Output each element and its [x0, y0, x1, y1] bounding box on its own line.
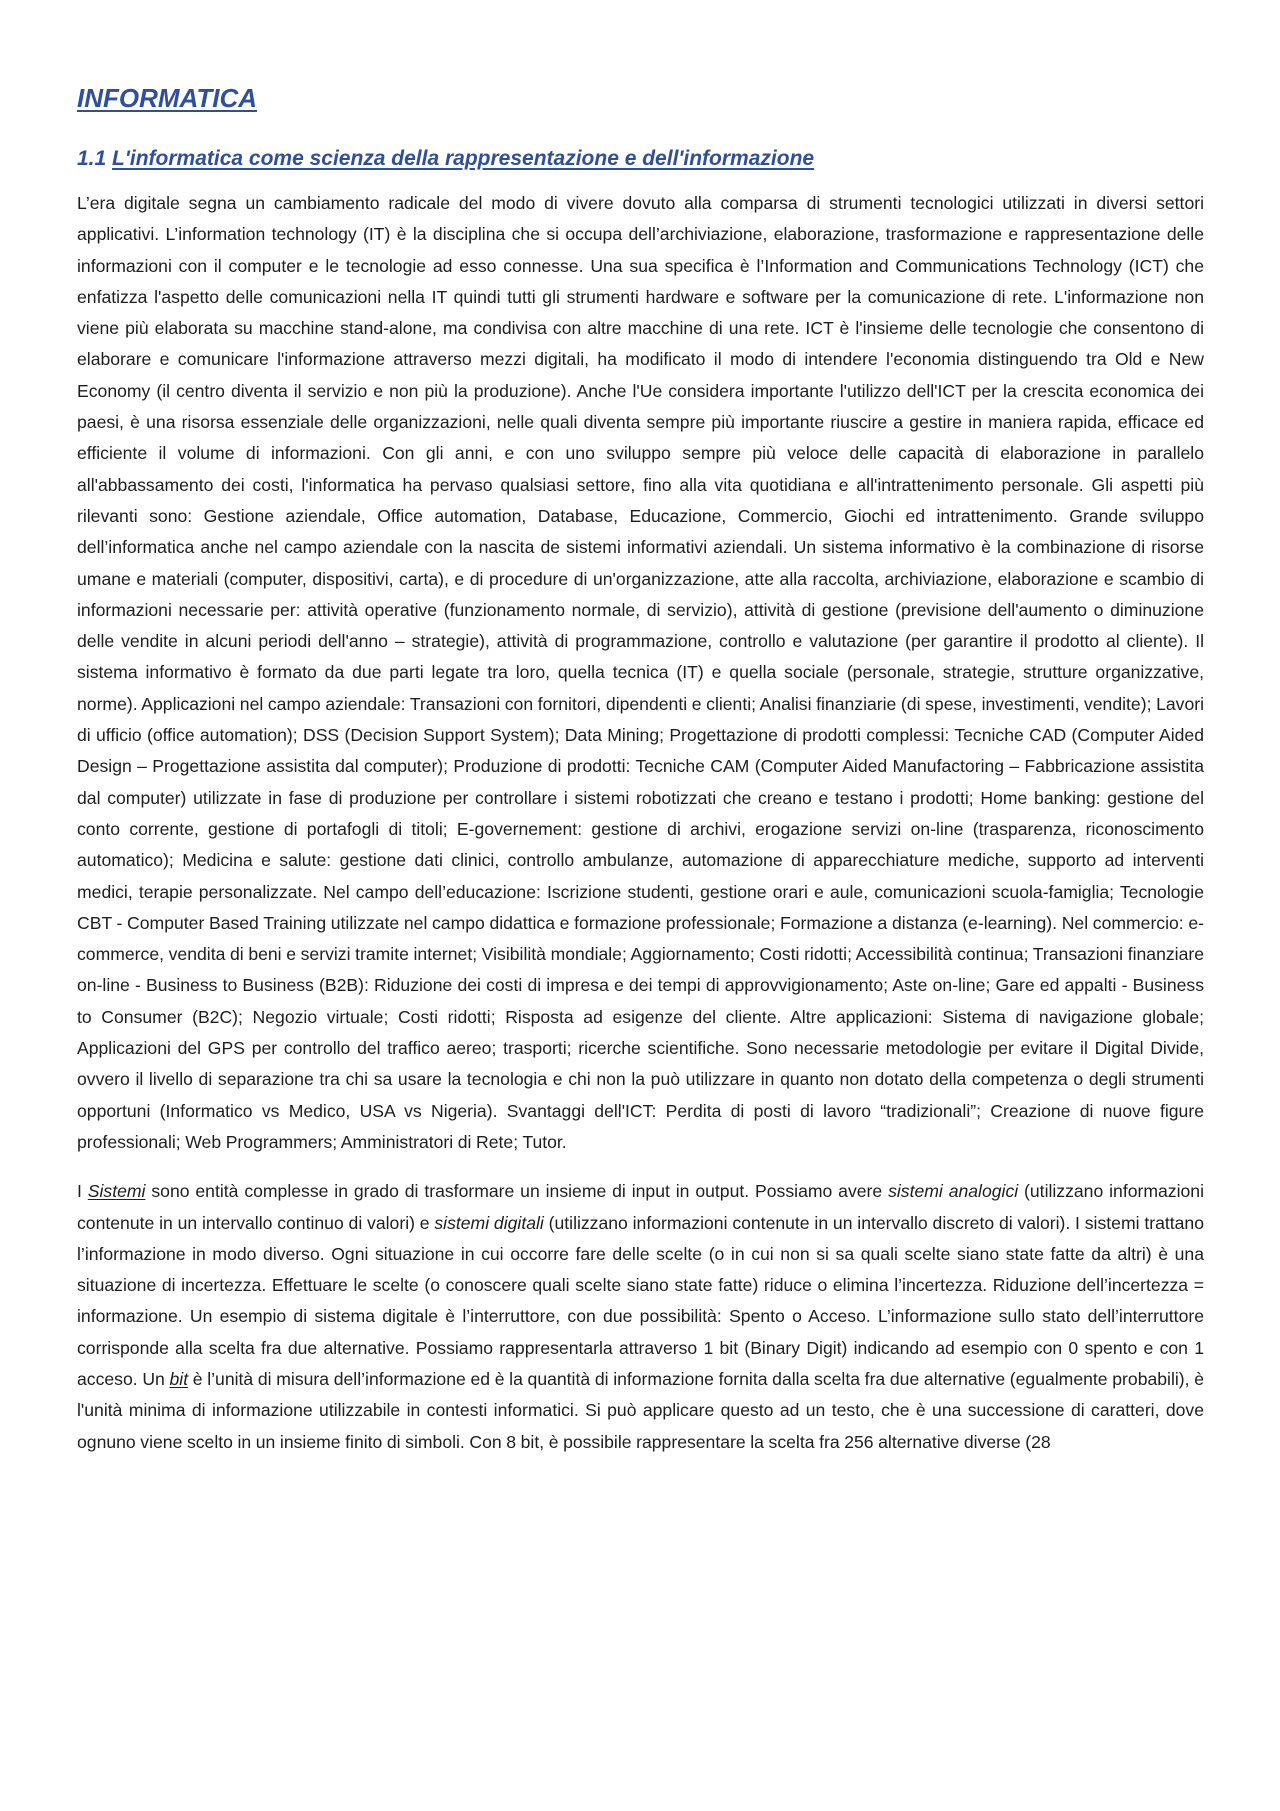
document-title: INFORMATICA	[77, 83, 258, 113]
paragraph-sistemi	[77, 1176, 1204, 1458]
term-sistemi: Sistemi	[87, 1181, 146, 1202]
term-sistemi-digitali: sistemi digitali	[434, 1212, 544, 1233]
section-number: 1.1	[77, 147, 107, 170]
term-bit: bit	[169, 1368, 189, 1389]
section-heading	[77, 144, 1204, 174]
text-span: (utilizzano informazioni contenute in un intervallo discreto di valori). I sistemi trattano l’informazione in modo diverso. Ogni situazione in cui occorre fare delle scelte (o in cui non si sa quali scelte siano state fatte da altri) è una situazione di incertezza. Effettuare le scelte (o conoscere quali scelte siano state fatte) riduce o elimina l’incertezza. Riduzione dell’incertezza = informazione. Un esempio di sistema digitale è l’interruttore, con due possibilità: Spento o Acceso. L’informazione sullo stato dell’interruttore corrisponde alla scelta fra due alternative. Possiamo rappresentarla attraverso 1 bit (Binary Digit) indicando ad esempio con 0 spento e con 1 acceso. Un	[77, 1212, 1204, 1389]
text-span: sono entità complesse in grado di trasformare un insieme di input in output. Possiamo avere	[145, 1181, 889, 1202]
section-title: L'informatica come scienza della rappresentazione e dell'informazione	[112, 147, 815, 170]
term-sistemi-analogici: sistemi analogici	[888, 1181, 1019, 1202]
text-span: (utilizzano informazioni contenute in un intervallo continuo di valori) e	[77, 1181, 1204, 1233]
text-span: I	[77, 1181, 88, 1202]
paragraph-ict: L’era digitale segna un cambiamento radicale del modo di vivere dovuto alla comparsa di strumenti tecnologici utilizzati in diversi settori applicativi. L’information technology (IT) è la disciplina che si occupa dell’archiviazione, elaborazione, trasformazione e rappresentazione delle informazioni con il computer e le tecnologie ad esso connesse. Una sua specifica è l’Information and Communications Technology (ICT) che enfatizza l'aspetto delle comunicazioni nella IT quindi tutti gli strumenti hardware e software per la comunicazione di rete. L'informazione non viene più elaborata su macchine stand-alone, ma condivisa con altre macchine di una rete. ICT è l'insieme delle tecnologie che consentono di elaborare e comunicare l'informazione attraverso mezzi digitali, ha modificato il modo di intendere l'economia distinguendo tra Old e New Economy (il centro diventa il servizio e non più la produzione). Anche l'Ue considera importante l'utilizzo dell'ICT per la crescita economica dei paesi, è una risorsa essenziale delle organizzazioni, nelle quali diventa sempre più importante riuscire a gestire in maniera rapida, efficace ed efficiente il volume di informazioni. Con gli anni, e con uno sviluppo sempre più veloce delle capacità di elaborazione in parallelo all'abbassamento dei costi, l'informatica ha pervaso qualsiasi settore, fino alla vita quotidiana e all'intrattenimento personale. Gli aspetti più rilevanti sono: Gestione aziendale, Office automation, Database, Educazione, Commercio, Giochi ed intrattenimento. Grande sviluppo dell’informatica anche nel campo aziendale con la nascita de sistemi informativi aziendali. Un sistema informativo è la combinazione di risorse umane e materiali (computer, dispositivi, carta), e di procedure di un'organizzazione, atte alla raccolta, archiviazione, elaborazione e scambio di informazioni necessarie per: attività operative (funzionamento normale, di servizio), attività di gestione (previsione dell'aumento o diminuzione delle vendite in alcuni periodi dell'anno – strategie), attività di programmazione, controllo e valutazione (per garantire il prodotto al cliente). Il sistema informativo è formato da due parti legate tra loro, quella tecnica (IT) e quella sociale (personale, strategie, strutture organizzative, norme). Applicazioni nel campo aziendale: Transazioni con fornitori, dipendenti e clienti; Analisi finanziarie (di spese, investimenti, vendite); Lavori di ufficio (office automation); DSS (Decision Support System); Data Mining; Progettazione di prodotti complessi: Tecniche CAD (Computer Aided Design – Progettazione assistita dal computer); Produzione di prodotti: Tecniche CAM (Computer Aided Manufactoring – Fabbricazione assistita dal computer) utilizzate in fase di produzione per controllare i sistemi robotizzati che creano e testano i prodotti; Home banking: gestione del conto corrente, gestione di portafogli di titoli; E-governement: gestione di archivi, erogazione servizi on-line (trasparenza, riconoscimento automatico); Medicina e salute: gestione dati clinici, controllo ambulanze, automazione di apparecchiature mediche, supporto ad interventi medici, terapie personalizzate. Nel campo dell’educazione: Iscrizione studenti, gestione orari e aule, comunicazioni scuola-famiglia; Tecnologie CBT - Computer Based Training utilizzate nel campo didattica e formazione professionale; Formazione a distanza (e-learning). Nel commercio: e-commerce, vendita di beni e servizi tramite internet; Visibilità mondiale; Aggiornamento; Costi ridotti; Accessibilità continua; Transazioni finanziare on-line - Business to Business (B2B): Riduzione dei costi di impresa e dei tempi di approvvigionamento; Aste on-line; Gare ed appalti - Business to Consumer (B2C); Negozio virtuale; Costi ridotti; Risposta ad esigenze del cliente. Altre applicazioni: Sistema di navigazione globale; Applicazioni del GPS per controllo del traffico aereo; trasporti; ricerche scientifiche. Sono necessarie metodologie per evitare il Digital Divide, ovvero il livello di separazione tra chi sa usare la tecnologia e chi non la può utilizzare in quanto non dotato della competenza o degli strumenti opportuni (Informatico vs Medico, USA vs Nigeria). Svantaggi dell'ICT: Perdita di posti di lavoro “tradizionali”; Creazione di nuove figure professionali; Web Programmers; Amministratori di Rete; Tutor.	[77, 193, 1204, 1152]
text-span: è l’unità di misura dell’informazione ed è la quantità di informazione fornita dalla scelta fra due alternative (egualmente probabili), è l'unità minima di informazione utilizzabile in contesti informatici. Si può applicare questo ad un testo, che è una successione di caratteri, dove ognuno viene scelto in un insieme finito di simboli. Con 8 bit, è possibile rappresentare la scelta fra 256 alternative diverse (28	[77, 1368, 1204, 1452]
